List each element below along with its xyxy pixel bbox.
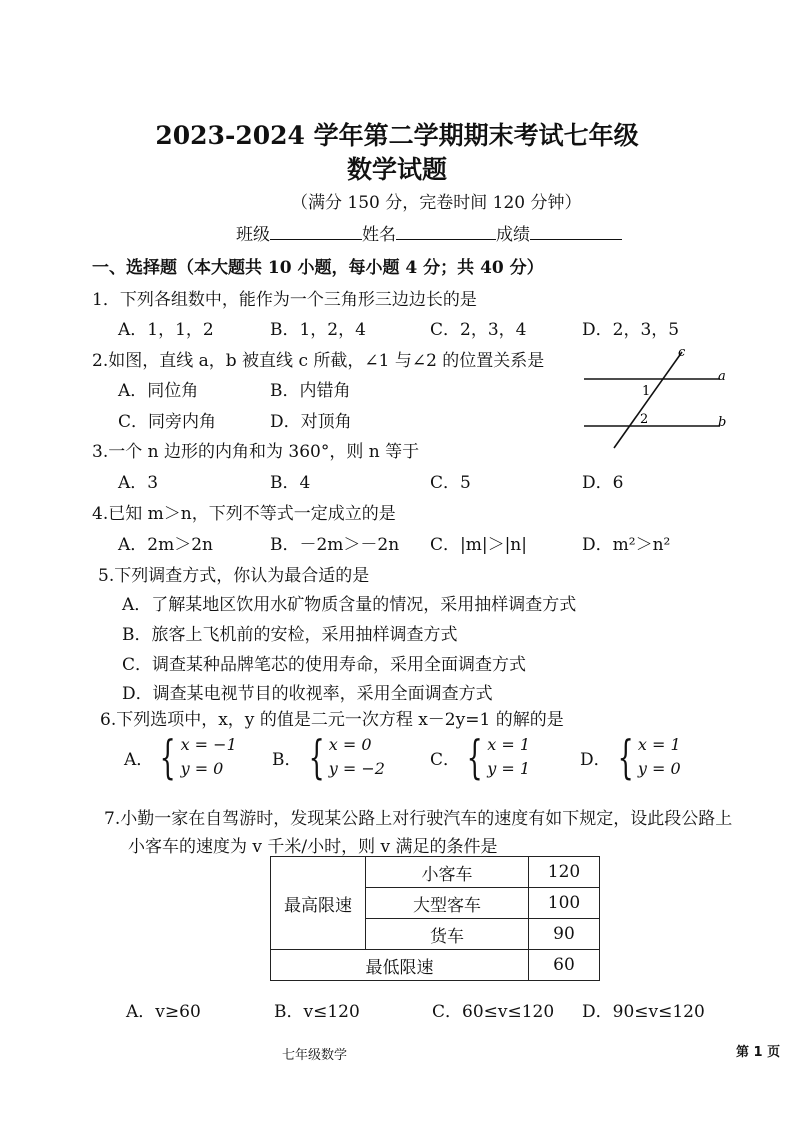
question-7-stem-line1: 7.小勤一家在自驾游时，发现某公路上对行驶汽车的速度有如下规定，设此段公路上: [104, 809, 733, 829]
q2-option-b[interactable]: B．内错角: [270, 381, 351, 401]
question-2-stem: 2.如图，直线 a，b 被直线 c 所截，∠1 与∠2 的位置关系是: [92, 351, 545, 371]
q2-option-d[interactable]: D．对顶角: [270, 412, 352, 432]
q6-option-a[interactable]: [124, 730, 237, 784]
student-info-row: [236, 220, 622, 245]
q6c-row2: y = 1: [487, 759, 531, 778]
q6c-letter: C．: [430, 749, 461, 770]
table-row: [271, 857, 600, 888]
name-label: 姓名: [362, 225, 396, 245]
name-blank[interactable]: [396, 223, 496, 240]
exam-subject-title: 数学试题: [346, 155, 447, 184]
q6d-letter: D．: [580, 749, 611, 770]
question-4-stem: 4.已知 m＞n，下列不等式一定成立的是: [92, 504, 396, 524]
label-c: c: [678, 345, 686, 360]
q7-option-a[interactable]: A．v≥60: [126, 1002, 201, 1022]
parallel-lines-figure: [578, 344, 728, 454]
question-6-stem: 6.下列选项中，x，y 的值是二元一次方程 x－2y=1 的解的是: [100, 710, 564, 730]
q1-option-c[interactable]: C．2，3，4: [430, 320, 527, 340]
class-blank[interactable]: [270, 223, 362, 240]
q4-option-d[interactable]: D．m²＞n²: [582, 535, 671, 555]
vehicle-type-cell: 大型客车: [366, 888, 529, 919]
q6-option-d[interactable]: [580, 730, 681, 784]
section-heading: 一、选择题（本大题共 10 小题，每小题 4 分；共 40 分）: [92, 258, 544, 278]
q6a-row1: x = −1: [180, 735, 237, 754]
vehicle-type-cell: 货车: [366, 919, 529, 950]
label-a: a: [718, 369, 726, 384]
q6a-row2: y = 0: [180, 759, 224, 778]
question-3-stem: 3.一个 n 边形的内角和为 360°，则 n 等于: [92, 442, 420, 462]
q6b-row2: y = −2: [328, 759, 385, 778]
speed-value-cell: 120: [529, 857, 600, 888]
q6b-letter: B．: [272, 749, 302, 770]
angle-2-label: 2: [640, 412, 649, 427]
q6d-row2: y = 0: [637, 759, 681, 778]
question-7-stem-line2: 小客车的速度为 v 千米/小时，则 v 满足的条件是: [128, 837, 498, 857]
label-b: b: [718, 415, 727, 430]
q3-option-c[interactable]: C．5: [430, 473, 471, 493]
q5-option-b[interactable]: B．旅客上飞机前的安检，采用抽样调查方式: [122, 625, 458, 645]
angle-1-label: 1: [642, 384, 651, 399]
q5-option-a[interactable]: A．了解某地区饮用水矿物质含量的情况，采用抽样调查方式: [122, 595, 577, 615]
score-label: 成绩: [496, 225, 530, 245]
brace-icon: {: [617, 730, 634, 784]
q4-option-c[interactable]: C．|m|＞|n|: [430, 535, 527, 555]
min-speed-label: 最低限速: [271, 950, 529, 981]
question-1-stem: 1．下列各组数中，能作为一个三角形三边边长的是: [92, 290, 477, 310]
table-row: [271, 950, 600, 981]
q6-option-c[interactable]: [430, 730, 531, 784]
q4-option-a[interactable]: A．2m＞2n: [118, 535, 213, 555]
speed-value-cell: 90: [529, 919, 600, 950]
line-c: [614, 352, 682, 448]
brace-icon: {: [159, 730, 176, 784]
exam-title: 2023-2024 学年第二学期期末考试七年级: [155, 121, 639, 150]
q2-option-a[interactable]: A．同位角: [118, 381, 199, 401]
question-5-stem: 5.下列调查方式，你认为最合适的是: [98, 566, 370, 586]
footer-page-number: 第 1 页: [736, 1045, 781, 1060]
q7-option-c[interactable]: C．60≤v≤120: [432, 1002, 555, 1022]
q4-option-b[interactable]: B．－2m＞－2n: [270, 535, 400, 555]
brace-icon: {: [466, 730, 483, 784]
q2-option-c[interactable]: C．同旁内角: [118, 412, 217, 432]
speed-value-cell: 100: [529, 888, 600, 919]
max-speed-label: 最高限速: [271, 857, 366, 950]
q6a-letter: A．: [124, 749, 154, 770]
q1-option-b[interactable]: B．1，2，4: [270, 320, 366, 340]
q3-option-b[interactable]: B．4: [270, 473, 311, 493]
q1-option-d[interactable]: D．2，3，5: [582, 320, 680, 340]
exam-info: （满分 150 分，完卷时间 120 分钟）: [291, 193, 582, 213]
q6b-row1: x = 0: [328, 735, 372, 754]
q3-option-a[interactable]: A．3: [118, 473, 159, 493]
footer-subject: 七年级数学: [282, 1048, 348, 1063]
speed-limit-table: [270, 856, 600, 981]
q7-option-b[interactable]: B．v≤120: [274, 1002, 360, 1022]
class-label: 班级: [236, 225, 270, 245]
score-blank[interactable]: [530, 223, 622, 240]
q6c-row1: x = 1: [487, 735, 531, 754]
q5-option-c[interactable]: C．调查某种品牌笔芯的使用寿命，采用全面调查方式: [122, 655, 527, 675]
q6d-row1: x = 1: [637, 735, 681, 754]
q7-option-d[interactable]: D．90≤v≤120: [582, 1002, 705, 1022]
q5-option-d[interactable]: D．调查某电视节目的收视率，采用全面调查方式: [122, 684, 493, 704]
vehicle-type-cell: 小客车: [366, 857, 529, 888]
q3-option-d[interactable]: D．6: [582, 473, 624, 493]
q1-option-a[interactable]: A．1，1，2: [118, 320, 214, 340]
brace-icon: {: [308, 730, 325, 784]
min-speed-value: 60: [529, 950, 600, 981]
q6-option-b[interactable]: [272, 730, 385, 784]
